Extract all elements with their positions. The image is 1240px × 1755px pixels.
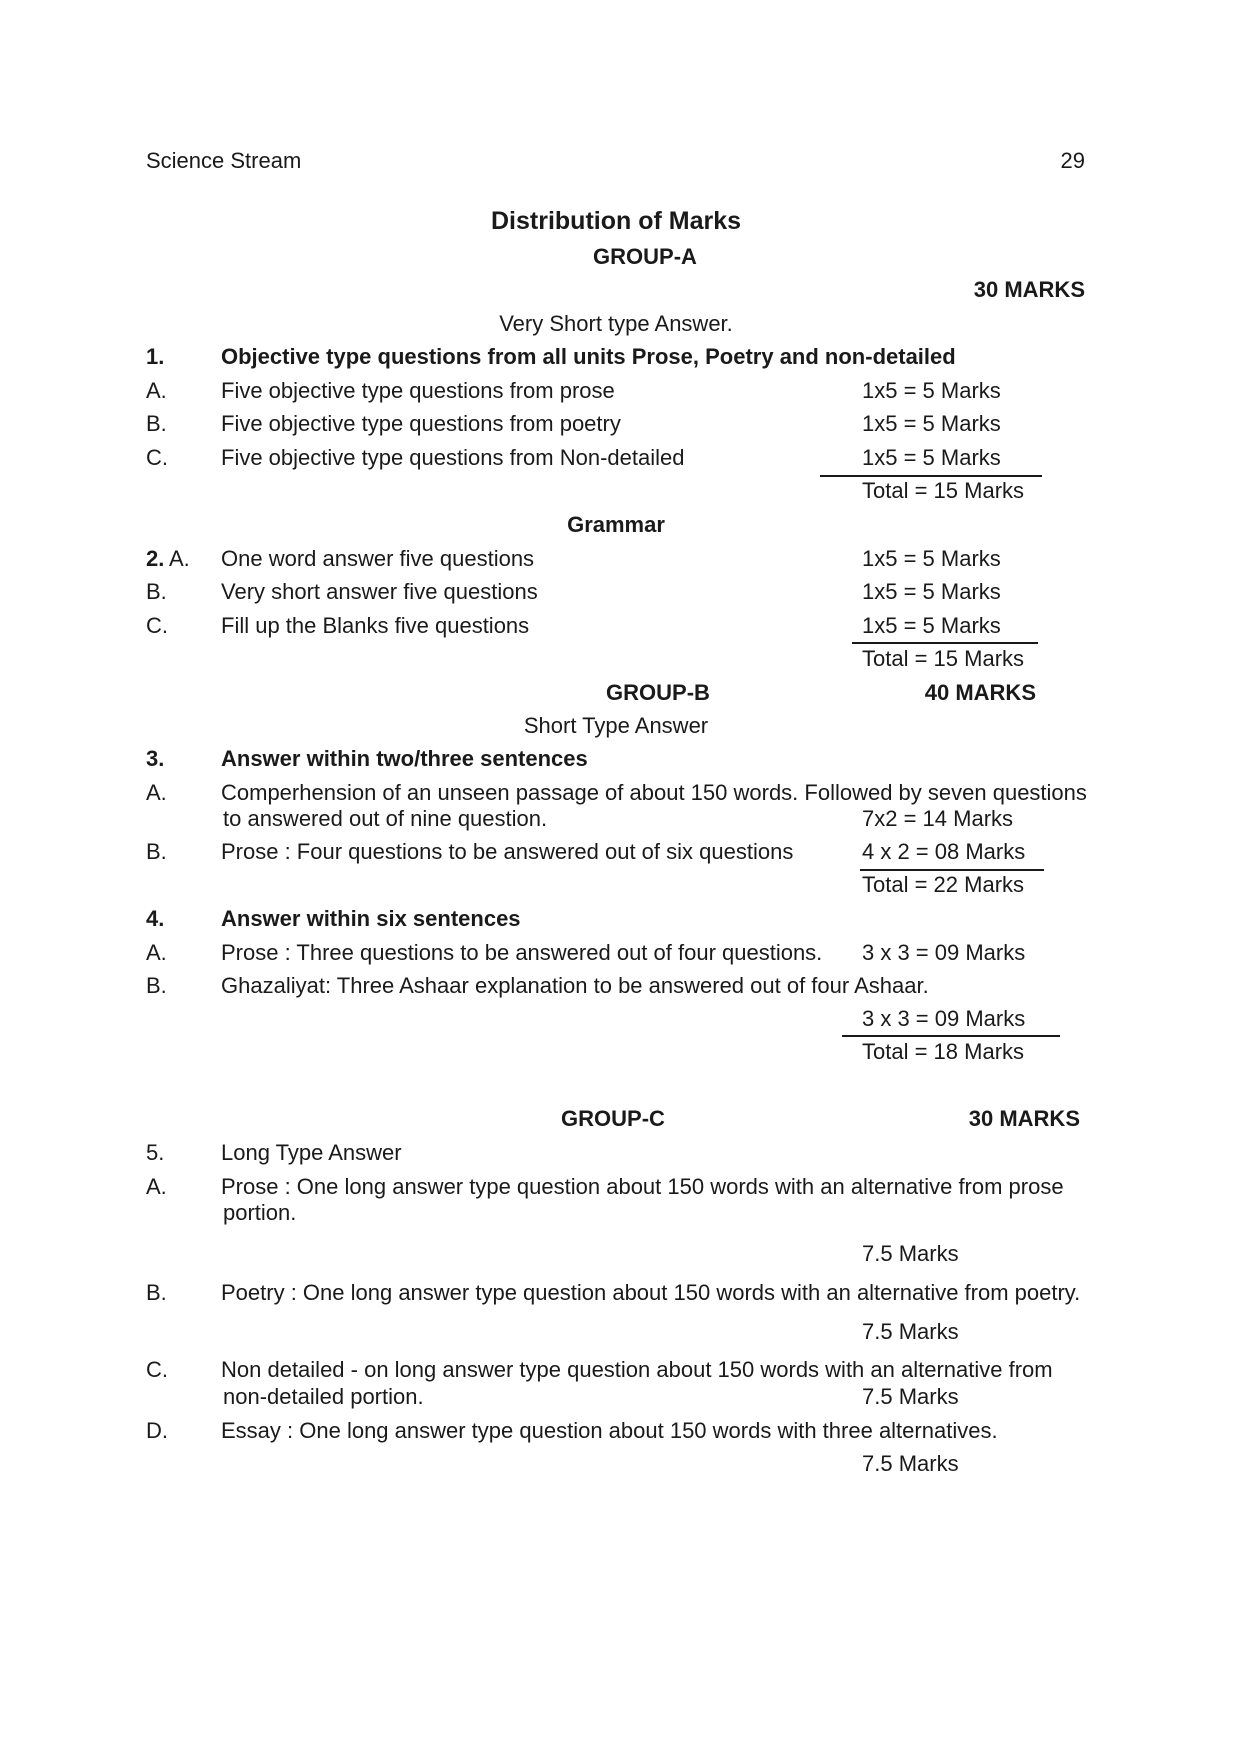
- item-label: A.: [169, 546, 190, 571]
- group-a-heading: GROUP-A: [593, 244, 697, 269]
- item-marks: 1x5 = 5 Marks: [862, 411, 1001, 436]
- item-text: Five objective type questions from poetry: [221, 411, 621, 436]
- page-title: Distribution of Marks: [490, 207, 742, 235]
- item-text: Five objective type questions from prose: [221, 378, 615, 403]
- item-text-continued: to answered out of nine question.: [223, 806, 548, 831]
- item-text-continued: portion.: [223, 1200, 297, 1225]
- item-marks: 7.5 Marks: [862, 1451, 959, 1476]
- item-text: Essay : One long answer type question about 150 words with three alternatives.: [221, 1418, 998, 1443]
- item-text: Ghazaliyat: Three Ashaar explanation to be answered out of four Ashaar.: [221, 973, 929, 998]
- item-marks: 7x2 = 14 Marks: [862, 806, 1014, 831]
- item-label: A.: [146, 1174, 167, 1199]
- group-c-marks: 30 MARKS: [968, 1106, 1080, 1131]
- group-b-subtitle: Short Type Answer: [523, 713, 709, 738]
- item-text: Prose : Three questions to be answered out of four questions.: [221, 940, 823, 965]
- page-number: 29: [1060, 148, 1085, 173]
- total-rule: [820, 475, 1042, 477]
- item-marks: 1x5 = 5 Marks: [862, 579, 1001, 604]
- item-marks: 4 x 2 = 08 Marks: [862, 839, 1026, 864]
- item-text: Poetry : One long answer type question about 150 words with an alternative from poetry.: [221, 1280, 1081, 1305]
- item-marks: 3 x 3 = 09 Marks: [862, 1006, 1026, 1031]
- question-number: 3.: [146, 746, 165, 771]
- total-rule: [852, 642, 1038, 644]
- item-label: B.: [146, 579, 167, 604]
- total-marks: Total = 18 Marks: [862, 1039, 1025, 1064]
- item-label: A.: [146, 780, 167, 805]
- item-text: Very short answer five questions: [221, 579, 538, 604]
- group-a-marks: 30 MARKS: [973, 277, 1085, 302]
- item-marks: 1x5 = 5 Marks: [862, 445, 1001, 470]
- total-rule: [842, 1035, 1060, 1037]
- total-marks: Total = 22 Marks: [862, 872, 1025, 897]
- question-heading: Answer within six sentences: [221, 906, 521, 931]
- item-label: C.: [146, 613, 168, 638]
- item-text: Prose : Four questions to be answered out of six questions: [221, 839, 794, 864]
- item-label: D.: [146, 1418, 168, 1443]
- total-rule: [860, 869, 1044, 871]
- item-label: A.: [146, 940, 167, 965]
- item-marks: 1x5 = 5 Marks: [862, 546, 1001, 571]
- item-label: B.: [146, 411, 167, 436]
- question-number: 2.: [146, 546, 165, 571]
- question-heading: Objective type questions from all units Prose, Poetry and non-detailed: [221, 344, 956, 369]
- running-header: Science Stream: [146, 148, 302, 173]
- item-text: Fill up the Blanks five questions: [221, 613, 530, 638]
- grammar-heading: Grammar: [567, 512, 665, 537]
- item-text: Five objective type questions from Non-detailed: [221, 445, 685, 470]
- total-marks: Total = 15 Marks: [862, 478, 1025, 503]
- item-marks: 7.5 Marks: [862, 1384, 959, 1409]
- item-text-continued: non-detailed portion.: [223, 1384, 424, 1409]
- group-b-heading: GROUP-B: [606, 680, 710, 705]
- item-marks: 1x5 = 5 Marks: [862, 613, 1001, 638]
- item-label: C.: [146, 1357, 168, 1382]
- item-text: Comperhension of an unseen passage of about 150 words. Followed by seven questions: [221, 780, 1087, 805]
- item-marks: 7.5 Marks: [862, 1319, 959, 1344]
- question-heading: Answer within two/three sentences: [221, 746, 588, 771]
- item-text: One word answer five questions: [221, 546, 535, 571]
- item-label: B.: [146, 973, 167, 998]
- item-marks: 3 x 3 = 09 Marks: [862, 940, 1026, 965]
- question-heading: Long Type Answer: [221, 1140, 402, 1165]
- total-marks: Total = 15 Marks: [862, 646, 1025, 671]
- item-text: Non detailed - on long answer type question about 150 words with an alternative from: [221, 1357, 1053, 1382]
- item-label: C.: [146, 445, 168, 470]
- item-label: B.: [146, 1280, 167, 1305]
- group-b-marks: 40 MARKS: [924, 680, 1036, 705]
- question-number: 5.: [146, 1140, 165, 1165]
- item-marks: 7.5 Marks: [862, 1241, 959, 1266]
- item-label: B.: [146, 839, 167, 864]
- item-label: A.: [146, 378, 167, 403]
- item-marks: 1x5 = 5 Marks: [862, 378, 1001, 403]
- question-number: 4.: [146, 906, 165, 931]
- group-a-subtitle: Very Short type Answer.: [499, 311, 733, 336]
- question-number: 1.: [146, 344, 165, 369]
- item-text: Prose : One long answer type question about 150 words with an alternative from prose: [221, 1174, 1064, 1199]
- group-c-heading: GROUP-C: [561, 1106, 665, 1131]
